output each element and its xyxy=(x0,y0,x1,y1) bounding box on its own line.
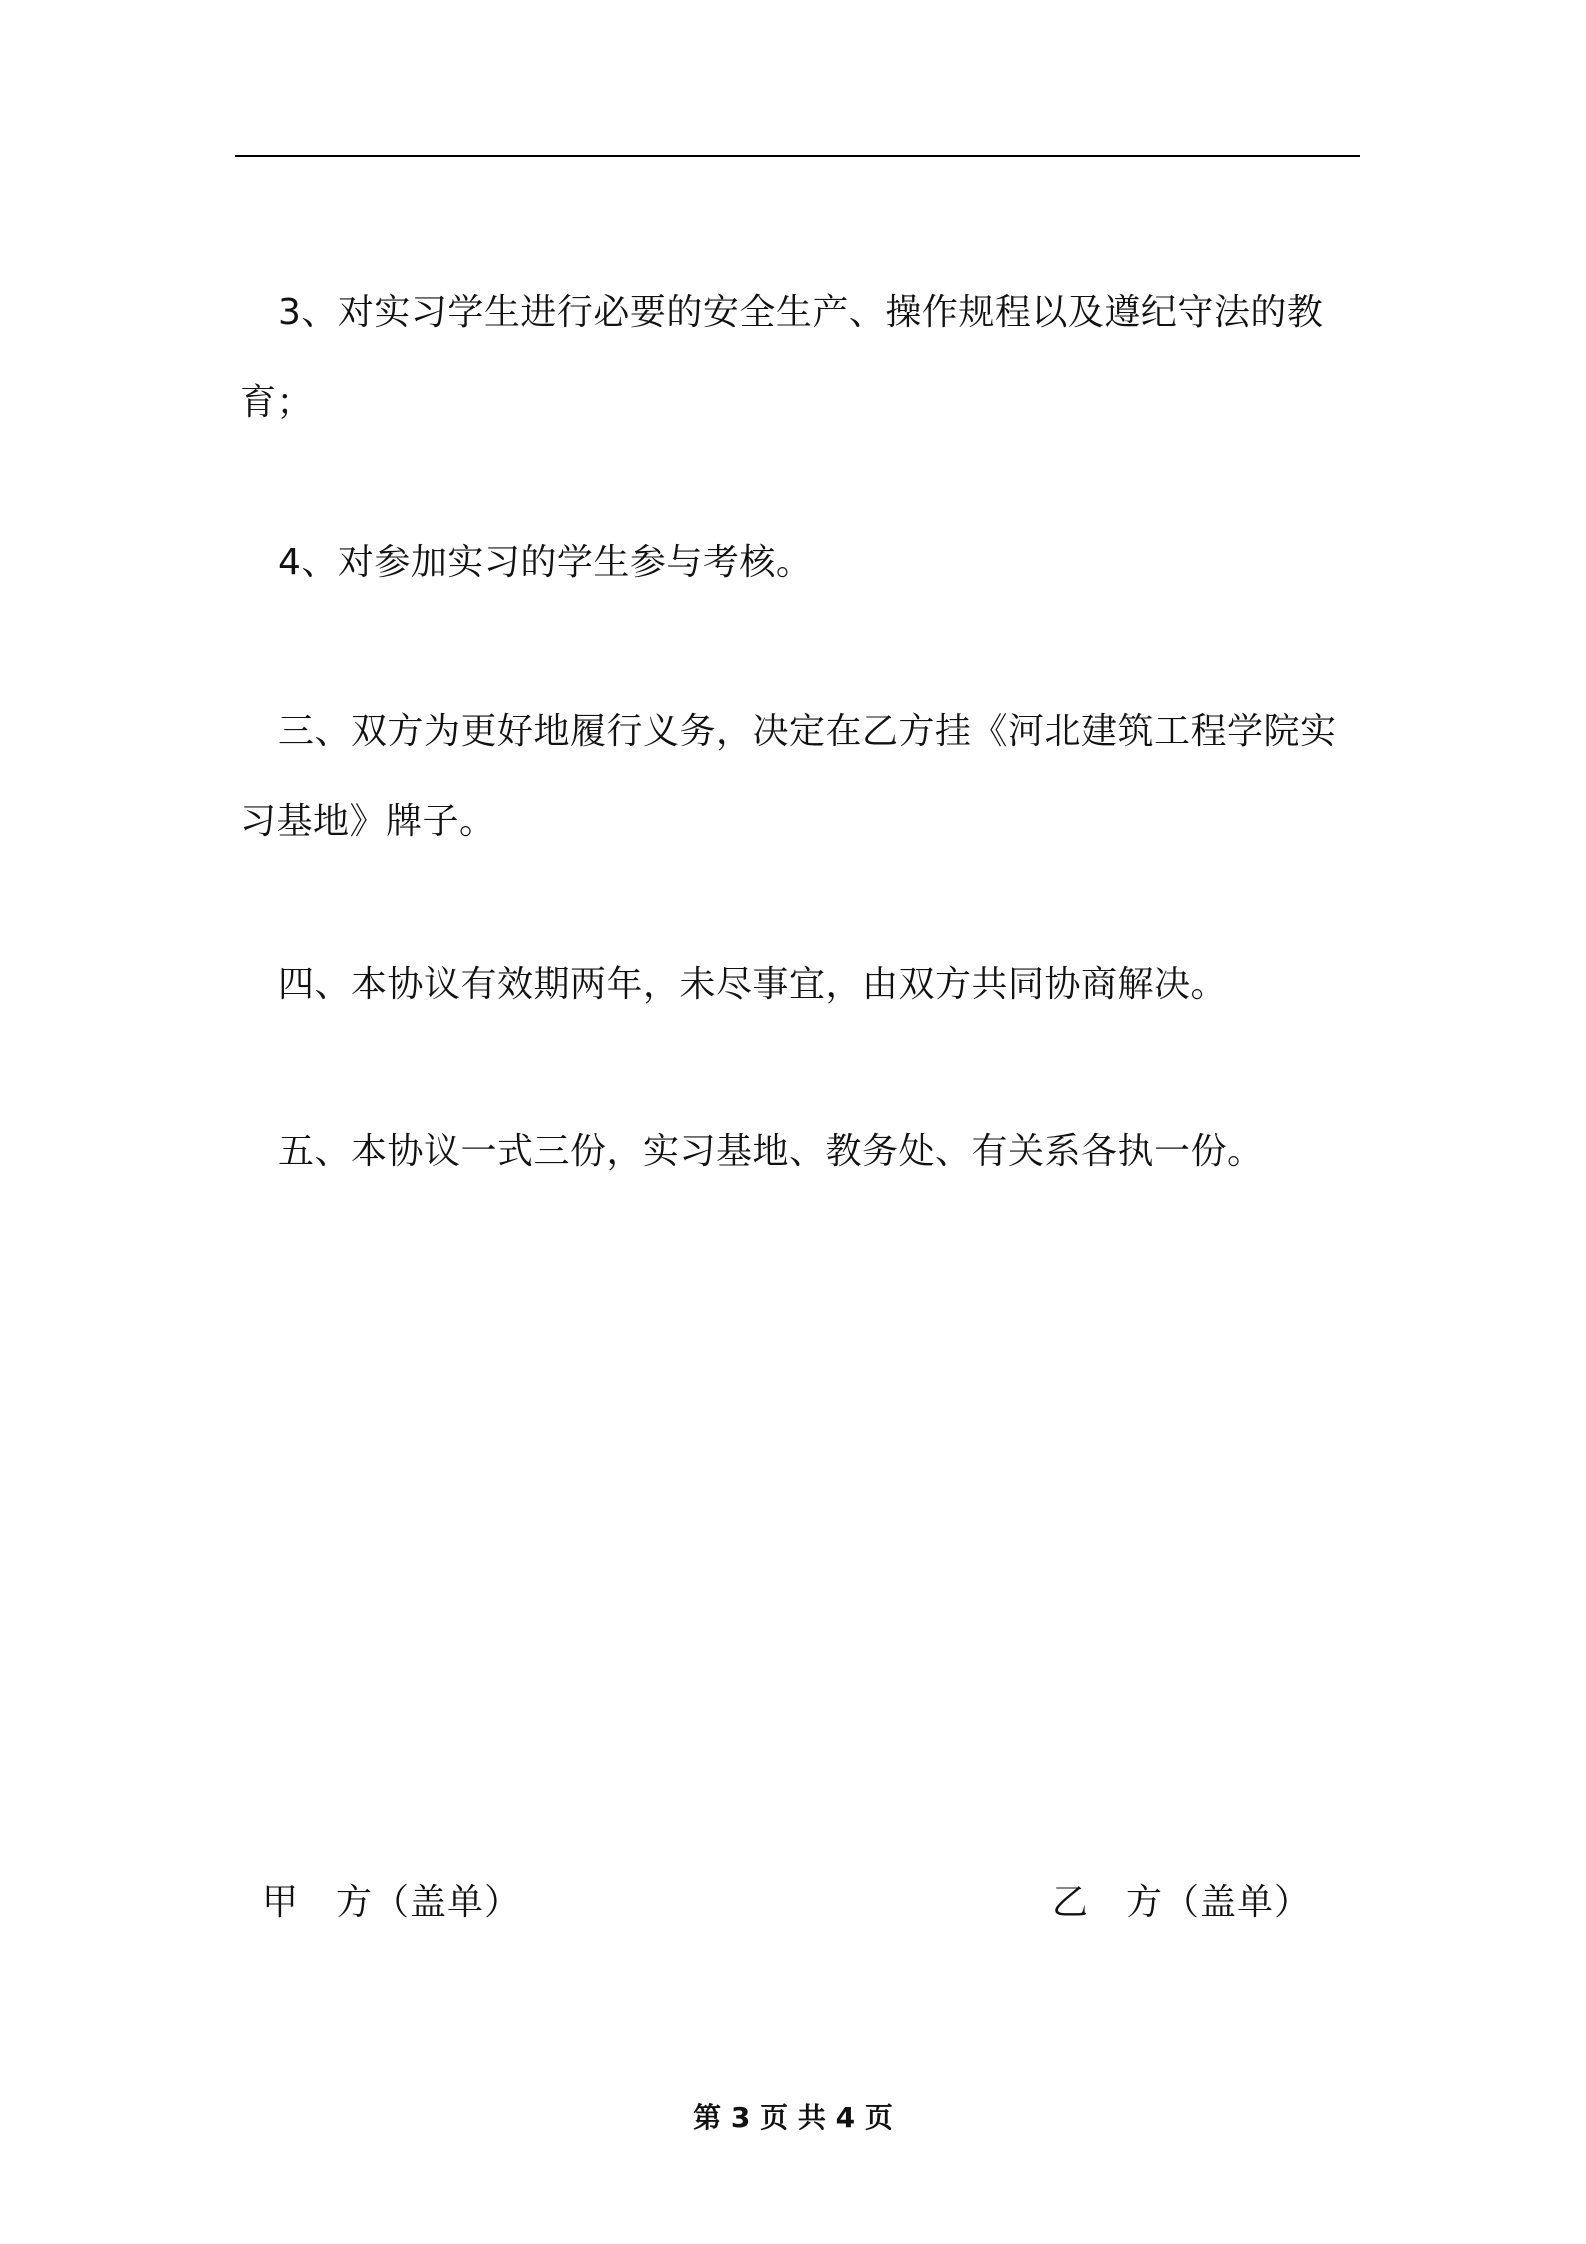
party-b-signature-label: 乙 方（盖单） xyxy=(1052,1882,1312,1923)
header-rule xyxy=(235,155,1360,157)
article-5-copies: 五、本协议一式三份，实习基地、教务处、有关系各执一份。 xyxy=(278,1131,1264,1172)
clause-3-education: 3、对实习学生进行必要的安全生产、操作规程以及遵纪守法的教育； xyxy=(240,292,1324,423)
article-4-validity: 四、本协议有效期两年，未尽事宜，由双方共同协商解决。 xyxy=(278,964,1228,1005)
clause-4-assessment: 4、对参加实习的学生参与考核。 xyxy=(278,542,813,583)
party-a-signature-label: 甲 方（盖单） xyxy=(262,1882,522,1923)
page-number-footer: 第 3 页 共 4 页 xyxy=(693,2101,893,2134)
article-3-internship-base-sign: 三、双方为更好地履行义务，决定在乙方挂《河北建筑工程学院实习基地》牌子。 xyxy=(240,711,1337,842)
